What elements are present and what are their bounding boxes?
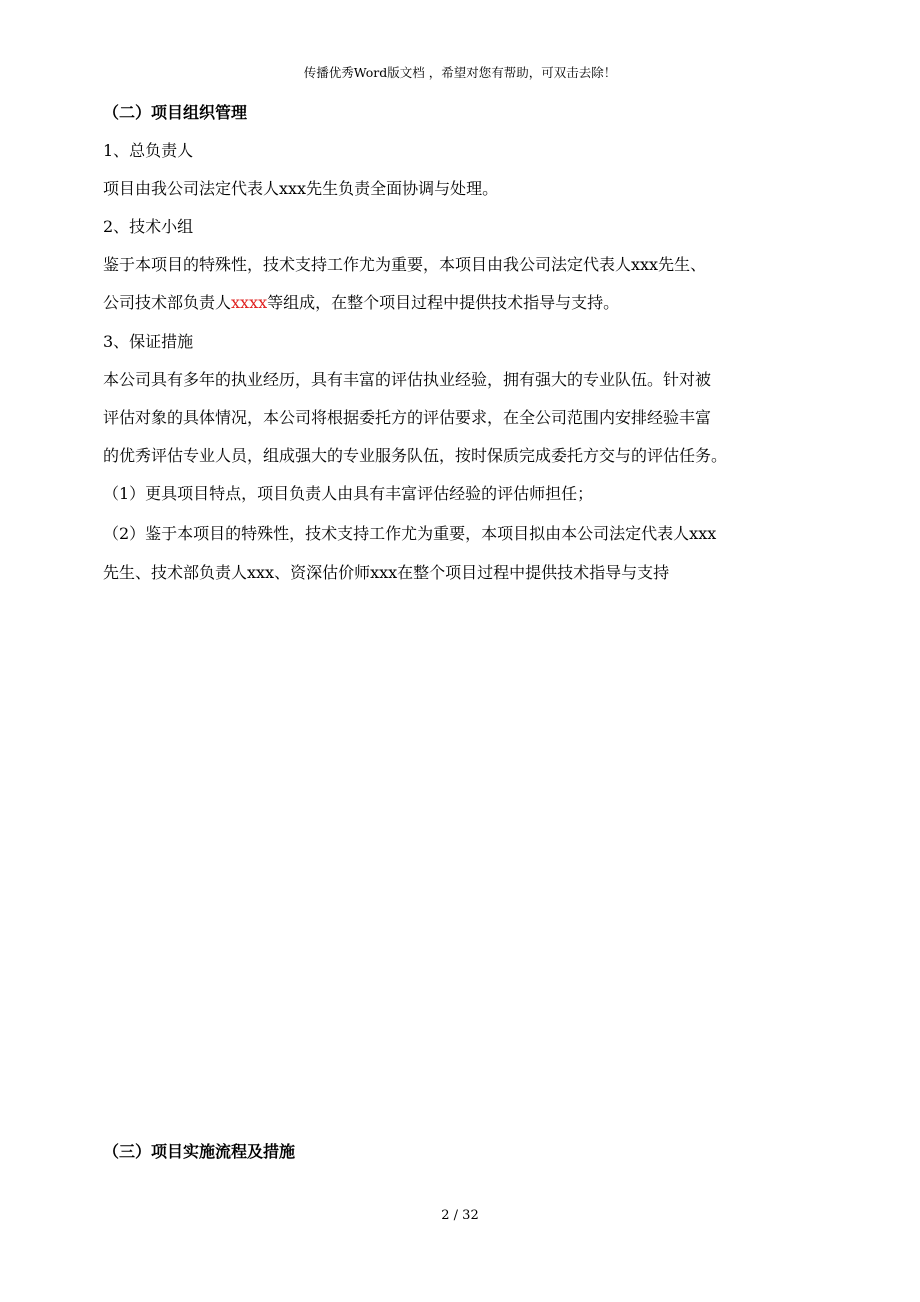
sub-item-2-line1: （2）鉴于本项目的特殊性，技术支持工作尤为重要，本项目拟由本公司法定代表人xxx [103, 524, 717, 543]
text-segment: 等组成，在整个项目过程中提供技术指导与支持。 [267, 293, 620, 312]
paragraph-guarantee-line1: 本公司具有多年的执业经历，具有丰富的评估执业经验，拥有强大的专业队伍。针对被 [103, 370, 712, 389]
paragraph-guarantee-line2: 评估对象的具体情况，本公司将根据委托方的评估要求，在全公司范围内安排经验丰富 [103, 408, 712, 427]
page-number: 2 / 32 [441, 1208, 479, 1223]
item-title-guarantee: 3、保证措施 [103, 332, 194, 351]
item-title-chief: 1、总负责人 [103, 141, 194, 160]
sub-item-2-line2: 先生、技术部负责人xxx、资深估价师xxx在整个项目过程中提供技术指导与支持 [103, 563, 670, 582]
paragraph-chief: 项目由我公司法定代表人xxx先生负责全面协调与处理。 [103, 179, 499, 198]
section-heading-organization: （二）项目组织管理 [103, 103, 248, 122]
sub-item-1: （1）更具项目特点，项目负责人由具有丰富评估经验的评估师担任； [103, 484, 594, 503]
paragraph-tech-group-line2 [103, 292, 619, 314]
section-heading-implementation: （三）项目实施流程及措施 [103, 1142, 296, 1161]
item-title-tech-group: 2、技术小组 [103, 217, 194, 236]
highlighted-name: xxxx [231, 293, 268, 312]
header-note: 传播优秀Word版文档 ，希望对您有帮助，可双击去除！ [303, 65, 617, 80]
paragraph-tech-group-line1: 鉴于本项目的特殊性，技术支持工作尤为重要，本项目由我公司法定代表人xxx先生、 [103, 255, 707, 274]
text-segment: 公司技术部负责人 [103, 293, 232, 312]
paragraph-guarantee-line3: 的优秀评估专业人员，组成强大的专业服务队伍，按时保质完成委托方交与的评估任务。 [103, 446, 728, 465]
